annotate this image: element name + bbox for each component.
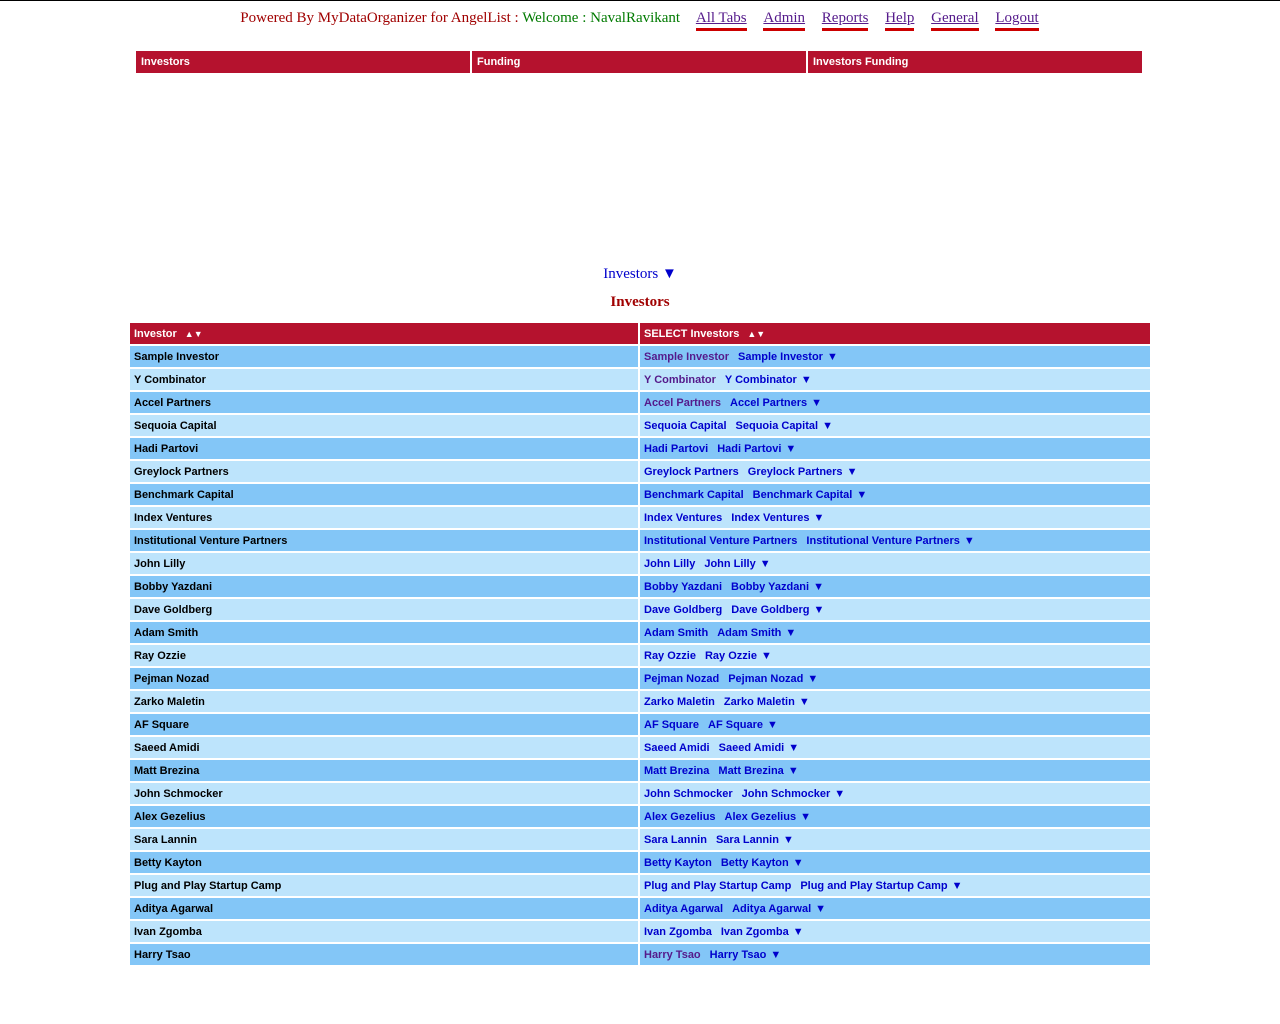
column-label: SELECT Investors	[644, 327, 740, 340]
investor-link[interactable]: Plug and Play Startup Camp	[644, 879, 792, 892]
investor-dropdown[interactable]	[730, 397, 822, 409]
select-investor-cell	[640, 921, 1150, 942]
investor-dropdown-label: Institutional Venture Partners	[806, 534, 960, 547]
investor-dropdown[interactable]	[800, 880, 962, 892]
investor-link[interactable]: Index Ventures	[644, 511, 723, 524]
investor-link[interactable]: Hadi Partovi	[644, 442, 709, 455]
caret-down-icon: ▼	[785, 626, 797, 639]
sort-arrows-icon[interactable]: ▲▼	[747, 328, 766, 339]
tab-funding[interactable]: Funding	[472, 51, 808, 73]
investor-link[interactable]: Benchmark Capital	[644, 488, 744, 501]
investor-dropdown[interactable]	[721, 926, 804, 938]
select-investor-cell	[640, 852, 1150, 873]
investor-link[interactable]: John Schmocker	[644, 787, 733, 800]
table-header-row	[130, 323, 1150, 344]
column-header-select-investors	[640, 323, 1150, 344]
investor-dropdown-label: Hadi Partovi	[717, 442, 782, 455]
column-label: Investor	[134, 327, 177, 340]
investor-dropdown-label: Sequoia Capital	[735, 419, 819, 432]
investor-dropdown[interactable]	[738, 351, 838, 363]
nav-all-tabs[interactable]: All Tabs	[696, 10, 747, 31]
investor-name-cell: Pejman Nozad	[130, 668, 638, 689]
investor-dropdown-label: Accel Partners	[730, 396, 808, 409]
investor-link[interactable]: Dave Goldberg	[644, 603, 723, 616]
investor-dropdown-label: Ivan Zgomba	[720, 925, 789, 938]
table-row	[130, 576, 1150, 597]
select-investor-cell	[640, 461, 1150, 482]
table-row	[130, 346, 1150, 367]
investor-dropdown-label: Matt Brezina	[718, 764, 784, 777]
select-investor-cell	[640, 507, 1150, 528]
select-investor-cell	[640, 553, 1150, 574]
investor-dropdown[interactable]	[717, 627, 796, 639]
investor-name-cell: Institutional Venture Partners	[130, 530, 638, 551]
investor-dropdown-label: Pejman Nozad	[728, 672, 804, 685]
investor-dropdown-label: Plug and Play Startup Camp	[800, 879, 948, 892]
caret-down-icon: ▼	[782, 833, 794, 846]
select-investor-cell	[640, 944, 1150, 965]
table-row	[130, 783, 1150, 804]
caret-down-icon: ▼	[856, 488, 868, 501]
investor-link[interactable]: Sara Lannin	[644, 833, 707, 846]
table-row	[130, 599, 1150, 620]
select-investor-cell	[640, 668, 1150, 689]
investor-dropdown-label: Sara Lannin	[715, 833, 779, 846]
investor-name-cell: Matt Brezina	[130, 760, 638, 781]
table-row	[130, 553, 1150, 574]
table-row	[130, 875, 1150, 896]
investor-link[interactable]: Aditya Agarwal	[644, 902, 724, 915]
select-investor-cell	[640, 599, 1150, 620]
nav-help[interactable]: Help	[885, 10, 914, 31]
investor-name-cell: Aditya Agarwal	[130, 898, 638, 919]
caret-down-icon: ▼	[792, 925, 804, 938]
investor-dropdown[interactable]	[725, 811, 811, 823]
investor-dropdown-label: Harry Tsao	[709, 948, 767, 961]
top-bar	[0, 10, 1280, 31]
investor-dropdown-label: Y Combinator	[724, 373, 797, 386]
table-row	[130, 645, 1150, 666]
investor-dropdown[interactable]	[742, 788, 846, 800]
investor-link[interactable]: Saeed Amidi	[644, 741, 710, 754]
table-row	[130, 438, 1150, 459]
select-investor-cell	[640, 438, 1150, 459]
investor-dropdown[interactable]	[753, 489, 868, 501]
tab-bar	[136, 51, 1142, 73]
investor-name-cell: Adam Smith	[130, 622, 638, 643]
investor-link[interactable]: Accel Partners	[644, 396, 722, 409]
table-row	[130, 944, 1150, 965]
investor-name-cell: Harry Tsao	[130, 944, 638, 965]
sort-arrows-icon[interactable]: ▲▼	[184, 328, 203, 339]
investor-dropdown-label: John Schmocker	[741, 787, 831, 800]
investor-dropdown-label: Benchmark Capital	[752, 488, 853, 501]
select-investor-cell	[640, 576, 1150, 597]
investor-dropdown-label: Betty Kayton	[720, 856, 789, 869]
caret-down-icon: ▼	[800, 373, 812, 386]
table-row	[130, 806, 1150, 827]
view-selector	[0, 266, 1280, 283]
table-body	[130, 346, 1150, 965]
investor-link[interactable]: Greylock Partners	[644, 465, 739, 478]
page-title: Investors	[610, 294, 670, 310]
investor-link[interactable]: Pejman Nozad	[644, 672, 720, 685]
caret-down-icon: ▼	[813, 603, 825, 616]
column-header-investor	[130, 323, 638, 344]
investor-dropdown-label: AF Square	[708, 718, 764, 731]
caret-down-icon: ▼	[798, 695, 810, 708]
select-investor-cell	[640, 898, 1150, 919]
nav-reports[interactable]: Reports	[822, 10, 869, 31]
investor-name-cell: Index Ventures	[130, 507, 638, 528]
investor-link[interactable]: Ray Ozzie	[644, 649, 696, 662]
investor-dropdown[interactable]	[724, 696, 810, 708]
investor-name-cell: Greylock Partners	[130, 461, 638, 482]
table-row	[130, 714, 1150, 735]
table-row	[130, 921, 1150, 942]
investor-link[interactable]: Harry Tsao	[644, 948, 701, 961]
investor-link[interactable]: Ivan Zgomba	[644, 925, 712, 938]
investor-dropdown[interactable]	[731, 604, 824, 616]
investor-name-cell: Dave Goldberg	[130, 599, 638, 620]
investor-name-cell: Benchmark Capital	[130, 484, 638, 505]
select-investor-cell	[640, 806, 1150, 827]
investor-link[interactable]: Betty Kayton	[644, 856, 712, 869]
table-row	[130, 530, 1150, 551]
select-investor-cell	[640, 645, 1150, 666]
investor-dropdown-label: Adam Smith	[717, 626, 782, 639]
caret-down-icon: ▼	[811, 396, 822, 409]
investor-dropdown-label: Sample Investor	[737, 350, 823, 363]
select-investor-cell	[640, 484, 1150, 505]
table-row	[130, 415, 1150, 436]
investor-dropdown[interactable]	[721, 857, 804, 869]
investor-name-cell: Hadi Partovi	[130, 438, 638, 459]
caret-down-icon: ▼	[846, 465, 858, 478]
investor-dropdown[interactable]	[704, 558, 770, 570]
welcome-label: Welcome :	[522, 10, 587, 26]
table-row	[130, 484, 1150, 505]
select-investor-cell	[640, 760, 1150, 781]
investor-dropdown[interactable]	[732, 903, 826, 915]
investor-name-cell: Sequoia Capital	[130, 415, 638, 436]
investor-dropdown[interactable]	[708, 719, 778, 731]
investor-dropdown[interactable]	[731, 581, 824, 593]
table-row	[130, 461, 1150, 482]
caret-down-icon: ▼	[815, 902, 827, 915]
caret-down-icon: ▼	[826, 350, 838, 363]
investor-link[interactable]: Alex Gezelius	[644, 810, 716, 823]
caret-down-icon: ▼	[760, 649, 772, 662]
view-dropdown[interactable]: Investors ▼	[603, 266, 677, 282]
select-investor-cell	[640, 369, 1150, 390]
table-row	[130, 852, 1150, 873]
investor-dropdown[interactable]	[705, 650, 772, 662]
table-row	[130, 668, 1150, 689]
investor-name-cell: Zarko Maletin	[130, 691, 638, 712]
investor-dropdown-label: Greylock Partners	[747, 465, 843, 478]
caret-down-icon: ▼	[822, 419, 833, 432]
investor-dropdown[interactable]	[728, 673, 818, 685]
caret-down-icon: ▼	[834, 787, 846, 800]
investor-dropdown[interactable]	[806, 535, 974, 547]
table-row	[130, 829, 1150, 850]
table-row	[130, 622, 1150, 643]
powered-by-text: Powered By MyDataOrganizer for AngelList :	[240, 10, 519, 26]
investor-link[interactable]: Matt Brezina	[644, 764, 710, 777]
table-row	[130, 737, 1150, 758]
caret-down-icon: ▼	[813, 511, 825, 524]
investor-name-cell: Accel Partners	[130, 392, 638, 413]
investor-link[interactable]: Zarko Maletin	[644, 695, 715, 708]
investor-dropdown-label: Zarko Maletin	[723, 695, 795, 708]
nav-admin[interactable]: Admin	[763, 10, 805, 31]
caret-down-icon: ▼	[785, 442, 797, 455]
select-investor-cell	[640, 737, 1150, 758]
investors-table	[128, 321, 1152, 967]
select-investor-cell	[640, 829, 1150, 850]
investor-dropdown-label: Ray Ozzie	[704, 649, 757, 662]
nav-logout[interactable]: Logout	[995, 10, 1038, 31]
username: NavalRavikant	[590, 10, 681, 26]
investor-dropdown-label: John Lilly	[704, 557, 756, 570]
caret-down-icon: ▼	[807, 672, 819, 685]
select-investor-cell	[640, 875, 1150, 896]
investor-dropdown[interactable]	[717, 443, 796, 455]
investor-link[interactable]: Sample Investor	[644, 350, 729, 363]
caret-down-icon: ▼	[787, 764, 799, 777]
investor-link[interactable]: Adam Smith	[644, 626, 709, 639]
caret-down-icon: ▼	[800, 810, 811, 823]
investor-dropdown[interactable]	[716, 834, 794, 846]
investor-dropdown-label: Aditya Agarwal	[732, 902, 812, 915]
investor-name-cell: Bobby Yazdani	[130, 576, 638, 597]
investor-link[interactable]: Y Combinator	[644, 373, 716, 386]
investor-name-cell: Betty Kayton	[130, 852, 638, 873]
table-row	[130, 507, 1150, 528]
caret-down-icon: ▼	[963, 534, 975, 547]
select-investor-cell	[640, 392, 1150, 413]
investor-dropdown-label: Index Ventures	[731, 511, 810, 524]
investor-name-cell: AF Square	[130, 714, 638, 735]
investor-name-cell: Ivan Zgomba	[130, 921, 638, 942]
investor-name-cell: Y Combinator	[130, 369, 638, 390]
investor-dropdown-label: Saeed Amidi	[718, 741, 785, 754]
select-investor-cell	[640, 622, 1150, 643]
investor-dropdown[interactable]	[710, 949, 782, 961]
investor-link[interactable]: John Lilly	[644, 557, 696, 570]
investor-link[interactable]: Bobby Yazdani	[644, 580, 723, 593]
tab-investors[interactable]: Investors	[136, 51, 472, 73]
select-investor-cell	[640, 530, 1150, 551]
investor-name-cell: John Schmocker	[130, 783, 638, 804]
select-investor-cell	[640, 415, 1150, 436]
caret-down-icon: ▼	[770, 948, 782, 961]
investor-name-cell: Alex Gezelius	[130, 806, 638, 827]
table-row	[130, 898, 1150, 919]
table-row	[130, 691, 1150, 712]
investor-name-cell: Plug and Play Startup Camp	[130, 875, 638, 896]
investor-link[interactable]: Sequoia Capital	[644, 419, 727, 432]
investor-name-cell: Saeed Amidi	[130, 737, 638, 758]
select-investor-cell	[640, 783, 1150, 804]
investor-name-cell: Sara Lannin	[130, 829, 638, 850]
select-investor-cell	[640, 691, 1150, 712]
investor-name-cell: John Lilly	[130, 553, 638, 574]
caret-down-icon: ▼	[767, 718, 778, 731]
investor-dropdown[interactable]	[736, 420, 833, 432]
investor-dropdown[interactable]	[748, 466, 858, 478]
caret-down-icon: ▼	[951, 879, 963, 892]
investor-link[interactable]: Institutional Venture Partners	[644, 534, 798, 547]
investor-dropdown[interactable]	[731, 512, 824, 524]
caret-down-icon: ▼	[788, 741, 800, 754]
tab-investors-funding[interactable]: Investors Funding	[808, 51, 1142, 73]
table-row	[130, 369, 1150, 390]
investor-link[interactable]: AF Square	[644, 718, 700, 731]
investor-dropdown-label: Bobby Yazdani	[731, 580, 810, 593]
caret-down-icon: ▼	[792, 856, 804, 869]
investor-name-cell: Ray Ozzie	[130, 645, 638, 666]
caret-down-icon: ▼	[759, 557, 771, 570]
investor-dropdown[interactable]	[718, 765, 798, 777]
select-investor-cell	[640, 346, 1150, 367]
investor-dropdown[interactable]	[725, 374, 812, 386]
table-row	[130, 392, 1150, 413]
investor-name-cell: Sample Investor	[130, 346, 638, 367]
investor-dropdown-label: Alex Gezelius	[724, 810, 797, 823]
investor-dropdown-label: Dave Goldberg	[731, 603, 810, 616]
caret-down-icon: ▼	[813, 580, 824, 593]
nav-general[interactable]: General	[931, 10, 978, 31]
table-row	[130, 760, 1150, 781]
select-investor-cell	[640, 714, 1150, 735]
investor-dropdown[interactable]	[719, 742, 800, 754]
